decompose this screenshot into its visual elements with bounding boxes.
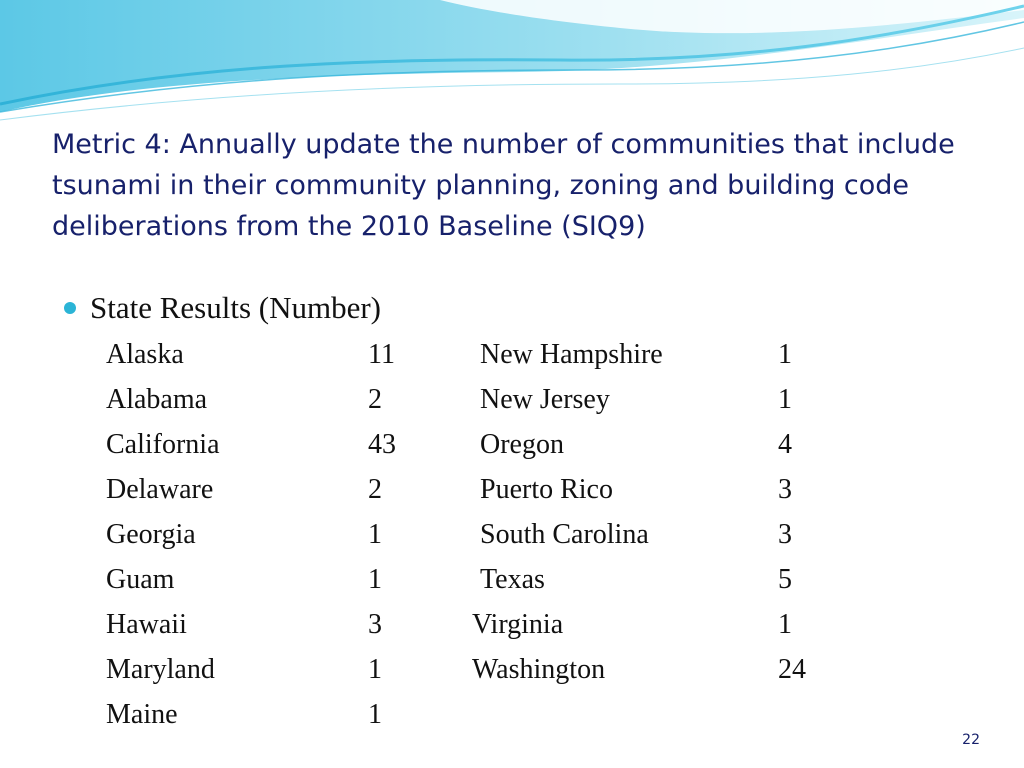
state-name: Hawaii (106, 609, 187, 640)
list-item (472, 652, 832, 697)
state-count: 1 (778, 339, 792, 370)
list-item (106, 607, 406, 652)
state-count: 1 (368, 519, 382, 550)
state-name: Guam (106, 564, 175, 595)
states-list-left (106, 337, 406, 742)
state-name: South Carolina (480, 519, 649, 550)
state-count: 3 (778, 474, 792, 505)
state-name: Alabama (106, 384, 208, 415)
state-name: Maryland (106, 654, 215, 685)
state-name: Puerto Rico (480, 474, 613, 505)
slide-title: Metric 4: Annually update the number of communities that include tsunami in their community planning, zoning and building code deliberations from the 2010 Baseline (SIQ9) (52, 129, 955, 242)
state-count: 1 (778, 609, 792, 640)
list-item (472, 382, 832, 427)
state-name: Alaska (106, 339, 184, 370)
list-item (106, 337, 406, 382)
state-count: 11 (368, 339, 395, 370)
states-list-right (472, 337, 832, 697)
state-count: 24 (778, 654, 806, 685)
list-item (106, 697, 406, 742)
list-item (106, 517, 406, 562)
state-name: New Jersey (480, 384, 610, 415)
state-count: 1 (368, 564, 382, 595)
state-name: Maine (106, 699, 178, 730)
list-item (106, 652, 406, 697)
list-item (472, 427, 832, 472)
state-name: Texas (480, 564, 545, 595)
state-name: Delaware (106, 474, 214, 505)
list-item (472, 607, 832, 652)
state-count: 2 (368, 474, 382, 505)
list-item (472, 517, 832, 562)
list-item (472, 337, 832, 382)
state-count: 4 (778, 429, 792, 460)
section-heading: State Results (Number) (90, 290, 382, 325)
state-count: 2 (368, 384, 382, 415)
list-item (106, 562, 406, 607)
state-name: New Hampshire (480, 339, 663, 370)
state-count: 43 (368, 429, 396, 460)
state-name: California (106, 429, 220, 460)
state-name: Virginia (472, 609, 564, 640)
bullet-dot-icon (64, 302, 76, 314)
state-count: 3 (778, 519, 792, 550)
header-wave-decoration (0, 0, 1024, 130)
state-count: 1 (368, 699, 382, 730)
list-item (472, 562, 832, 607)
state-count: 1 (368, 654, 382, 685)
state-count: 1 (778, 384, 792, 415)
page-number: 22 (962, 732, 980, 748)
state-count: 5 (778, 564, 792, 595)
state-name: Washington (472, 654, 606, 685)
bullet-item (64, 290, 381, 326)
list-item (106, 427, 406, 472)
state-count: 3 (368, 609, 382, 640)
list-item (472, 472, 832, 517)
state-name: Oregon (480, 429, 564, 460)
list-item (106, 472, 406, 517)
list-item (106, 382, 406, 427)
state-name: Georgia (106, 519, 196, 550)
